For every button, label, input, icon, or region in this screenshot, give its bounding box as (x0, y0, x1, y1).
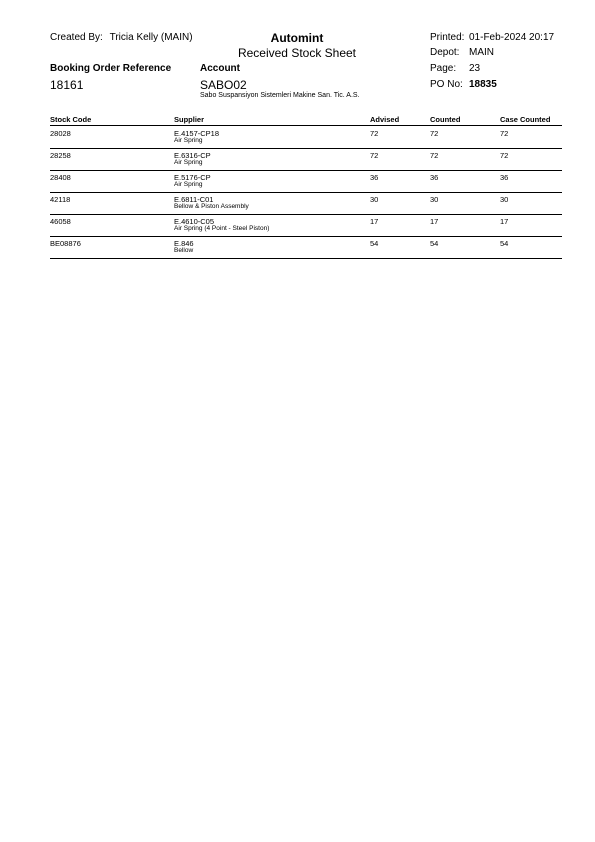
page-title: Received Stock Sheet (237, 46, 357, 60)
item-description: Bellow (174, 247, 194, 254)
advised-cell: 72 (370, 129, 379, 138)
counted-cell: 36 (430, 173, 439, 182)
supplier-cell: E.6811-C01 (174, 195, 214, 204)
created-by-label: Created By: (50, 32, 103, 43)
created-by-value: Tricia Kelly (MAIN) (109, 32, 193, 43)
stock-code-cell: BE08876 (50, 239, 81, 248)
page-value: 23 (469, 63, 481, 74)
item-description: Air Spring (174, 181, 203, 188)
printed-label: Printed: (430, 32, 465, 43)
table-row (50, 148, 562, 171)
created-by (50, 32, 193, 43)
item-description: Air Spring (174, 137, 203, 144)
table-row (50, 236, 562, 259)
col-case-counted: Case Counted (500, 115, 551, 124)
col-advised: Advised (370, 115, 400, 124)
supplier-cell: E.5176-CP (174, 173, 211, 182)
case-counted-cell: 17 (500, 217, 509, 226)
account-name: Sabo Suspansiyon Sistemleri Makine San. Tic. A.S. (200, 92, 360, 99)
advised-cell: 36 (370, 173, 379, 182)
printed-value: 01-Feb-2024 20:17 (469, 32, 555, 43)
counted-cell: 72 (430, 151, 439, 160)
company-name: Automint (270, 31, 324, 45)
depot-label: Depot: (430, 47, 460, 58)
stock-code-cell: 28258 (50, 151, 71, 160)
depot-value: MAIN (469, 47, 494, 58)
supplier-cell: E.4157-CP18 (174, 129, 220, 138)
table-row (50, 126, 562, 149)
stock-code-cell: 42118 (50, 195, 71, 204)
booking-ref-label: Booking Order Reference (50, 63, 172, 74)
supplier-cell: E.846 (174, 239, 194, 248)
counted-cell: 30 (430, 195, 439, 204)
stock-code-cell: 28028 (50, 129, 71, 138)
account-label: Account (200, 63, 240, 74)
item-description: Bellow & Piston Assembly (174, 203, 249, 210)
supplier-cell: E.6316-CP (174, 151, 211, 160)
counted-cell: 54 (430, 239, 439, 248)
case-counted-cell: 36 (500, 173, 509, 182)
table-row (50, 192, 562, 215)
item-description: Air Spring (4 Point - Steel Piston) (174, 225, 270, 232)
page-label: Page: (430, 63, 457, 74)
col-counted: Counted (430, 115, 461, 124)
po-label: PO No: (430, 79, 463, 90)
table-row (50, 214, 562, 237)
account-code: SABO02 (200, 78, 247, 92)
advised-cell: 30 (370, 195, 379, 204)
item-description: Air Spring (174, 159, 203, 166)
counted-cell: 17 (430, 217, 439, 226)
col-stock-code: Stock Code (50, 115, 92, 124)
booking-ref-value: 18161 (50, 78, 84, 92)
stock-code-cell: 46058 (50, 217, 71, 226)
col-supplier: Supplier (174, 115, 205, 124)
case-counted-cell: 30 (500, 195, 509, 204)
advised-cell: 72 (370, 151, 379, 160)
stock-code-cell: 28408 (50, 173, 71, 182)
po-value: 18835 (469, 79, 497, 90)
case-counted-cell: 72 (500, 129, 509, 138)
counted-cell: 72 (430, 129, 439, 138)
supplier-cell: E.4610-C05 (174, 217, 215, 226)
advised-cell: 17 (370, 217, 379, 226)
case-counted-cell: 72 (500, 151, 509, 160)
case-counted-cell: 54 (500, 239, 509, 248)
table-row (50, 170, 562, 193)
advised-cell: 54 (370, 239, 379, 248)
